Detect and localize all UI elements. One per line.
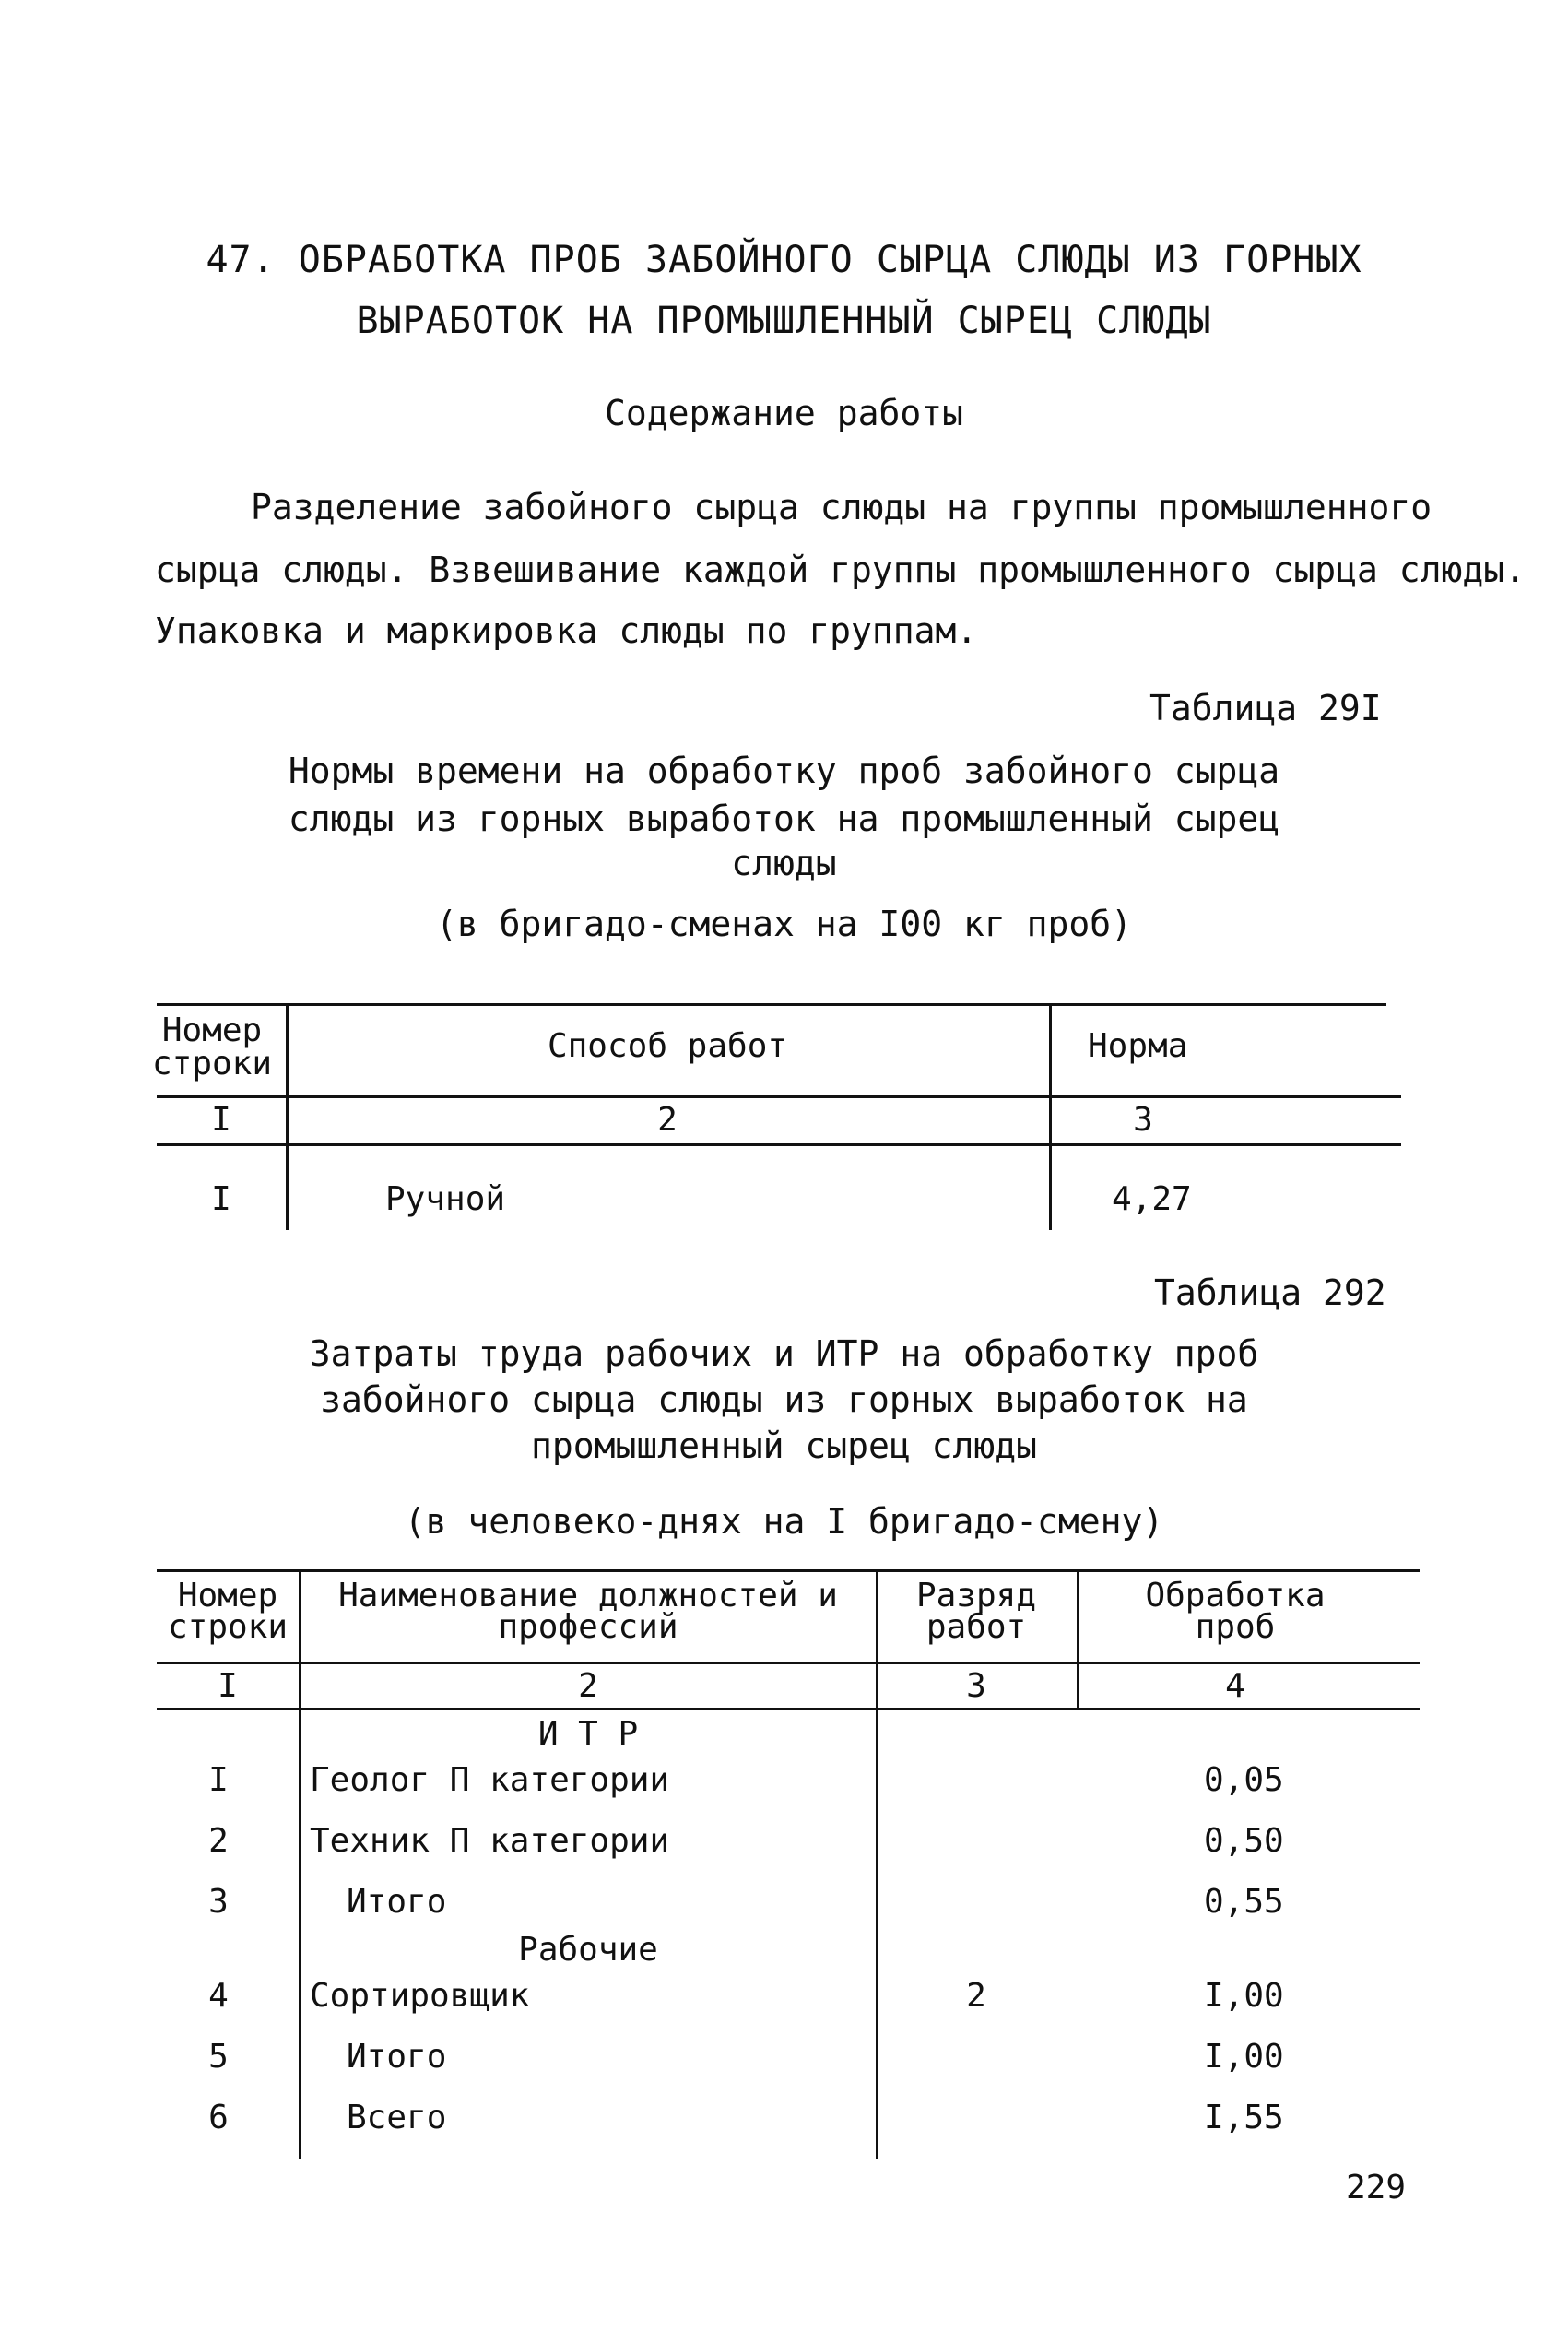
- header-line: Наименование должностей и: [338, 1577, 838, 1615]
- group-heading-itr: И Т Р: [537, 1715, 639, 1753]
- table292-col-divider-2: [876, 1569, 878, 2159]
- table292-colnum-1: I: [218, 1667, 238, 1705]
- table292-row-num: 2: [208, 1822, 229, 1860]
- section-title-line1: 47. ОБРАБОТКА ПРОБ ЗАБОЙНОГО СЫРЦА СЛЮДЫ ИЗ ГОРНЫХ: [206, 239, 1362, 281]
- paragraph-line-3: Упаковка и маркировка слюды по группам.: [155, 610, 978, 651]
- table292-row-name: Сортировщик: [310, 1977, 530, 2015]
- table292-col-divider-1: [299, 1569, 301, 2159]
- table292-row-value: 0,50: [1204, 1822, 1284, 1860]
- table291-numbering-rule: [157, 1143, 1401, 1146]
- table292-row-name: Техник П категории: [310, 1822, 670, 1860]
- table291-header-norm: Норма: [1088, 1027, 1188, 1065]
- header-line: работ: [925, 1608, 1027, 1646]
- table291-label: Таблица 29I: [1149, 688, 1382, 728]
- table291-row1-num: I: [211, 1180, 231, 1218]
- table292-caption-line1: Затраты труда рабочих и ИТР на обработку проб: [309, 1333, 1259, 1374]
- table292-row-value: I,00: [1204, 2038, 1284, 2076]
- table292-header-grade: [878, 1577, 1075, 1646]
- page-number: 229: [1346, 2169, 1407, 2207]
- header-line: проб: [1195, 1608, 1276, 1646]
- header-line: строки: [167, 1608, 289, 1646]
- table292-row-name: Геолог П категории: [310, 1761, 670, 1799]
- table292-caption-line2: забойного сырца слюды из горных выработок на: [320, 1379, 1248, 1420]
- table292-colnum-2: 2: [578, 1667, 598, 1705]
- table292-row-value: I,55: [1204, 2099, 1284, 2136]
- table292-row-value: 0,55: [1204, 1883, 1284, 1921]
- table292-row-name: Всего: [347, 2099, 447, 2136]
- table292-header-position: [302, 1577, 874, 1646]
- table291-row1-norm: 4,27: [1112, 1180, 1192, 1218]
- table292-row-grade: 2: [966, 1977, 986, 2015]
- paragraph-line-1: Разделение забойного сырца слюды на группы промышленного: [251, 487, 1432, 527]
- table291-caption-line3: слюды: [731, 843, 837, 883]
- group-heading-workers: Рабочие: [518, 1931, 658, 1969]
- table292-row-num: 4: [208, 1977, 229, 2015]
- table292-header-row-number: [159, 1577, 297, 1646]
- table292-numbering-rule: [157, 1708, 1420, 1710]
- table292-row-num: I: [208, 1761, 229, 1799]
- table291-header-method: Способ работ: [547, 1027, 788, 1065]
- table292-row-num: 5: [208, 2038, 229, 2076]
- work-content-subtitle: Содержание работы: [605, 393, 963, 433]
- table291-header-rule: [157, 1095, 1401, 1098]
- table291-colnum-2: 2: [657, 1101, 678, 1139]
- table292-units: (в человеко-днях на I бригадо-смену): [404, 1501, 1164, 1542]
- table292-row-name: Итого: [347, 2038, 447, 2076]
- header-line: Номер: [177, 1577, 278, 1615]
- table292-row-num: 6: [208, 2099, 229, 2136]
- table292-colnum-4: 4: [1225, 1667, 1245, 1705]
- table291-colnum-3: 3: [1133, 1101, 1153, 1139]
- table291-top-rule: [157, 1003, 1386, 1006]
- table292-row-value: 0,05: [1204, 1761, 1284, 1799]
- table292-header-processing: [1079, 1577, 1392, 1646]
- header-line: строки: [151, 1045, 273, 1083]
- table292-row-value: I,00: [1204, 1977, 1284, 2015]
- table291-row1-method: Ручной: [385, 1180, 506, 1218]
- table291-caption-line2: слюды из горных выработок на промышленный сырец: [288, 799, 1280, 839]
- header-line: профессий: [498, 1608, 678, 1646]
- table292-colnum-3: 3: [966, 1667, 986, 1705]
- table292-label: Таблица 292: [1154, 1272, 1386, 1313]
- table292-row-name: Итого: [347, 1883, 447, 1921]
- header-line: Разряд: [915, 1577, 1037, 1615]
- table291-units: (в бригадо-сменах на I00 кг проб): [436, 904, 1132, 944]
- header-line: Номер: [161, 1012, 263, 1049]
- table292-row-num: 3: [208, 1883, 229, 1921]
- table292-caption-line3: промышленный сырец слюды: [530, 1426, 1038, 1466]
- table291-colnum-1: I: [211, 1101, 231, 1139]
- table292-top-rule: [157, 1569, 1420, 1572]
- header-line: Обработка: [1145, 1577, 1326, 1615]
- table291-header-row-number: [147, 1014, 277, 1081]
- table292-header-rule: [157, 1662, 1420, 1664]
- paragraph-line-2: сырца слюды. Взвешивание каждой группы промышленного сырца слюды.: [155, 550, 1527, 590]
- section-title-line2: ВЫРАБОТОК НА ПРОМЫШЛЕННЫЙ СЫРЕЦ СЛЮДЫ: [356, 300, 1212, 342]
- table291-caption-line1: Нормы времени на обработку проб забойного сырца: [288, 751, 1280, 791]
